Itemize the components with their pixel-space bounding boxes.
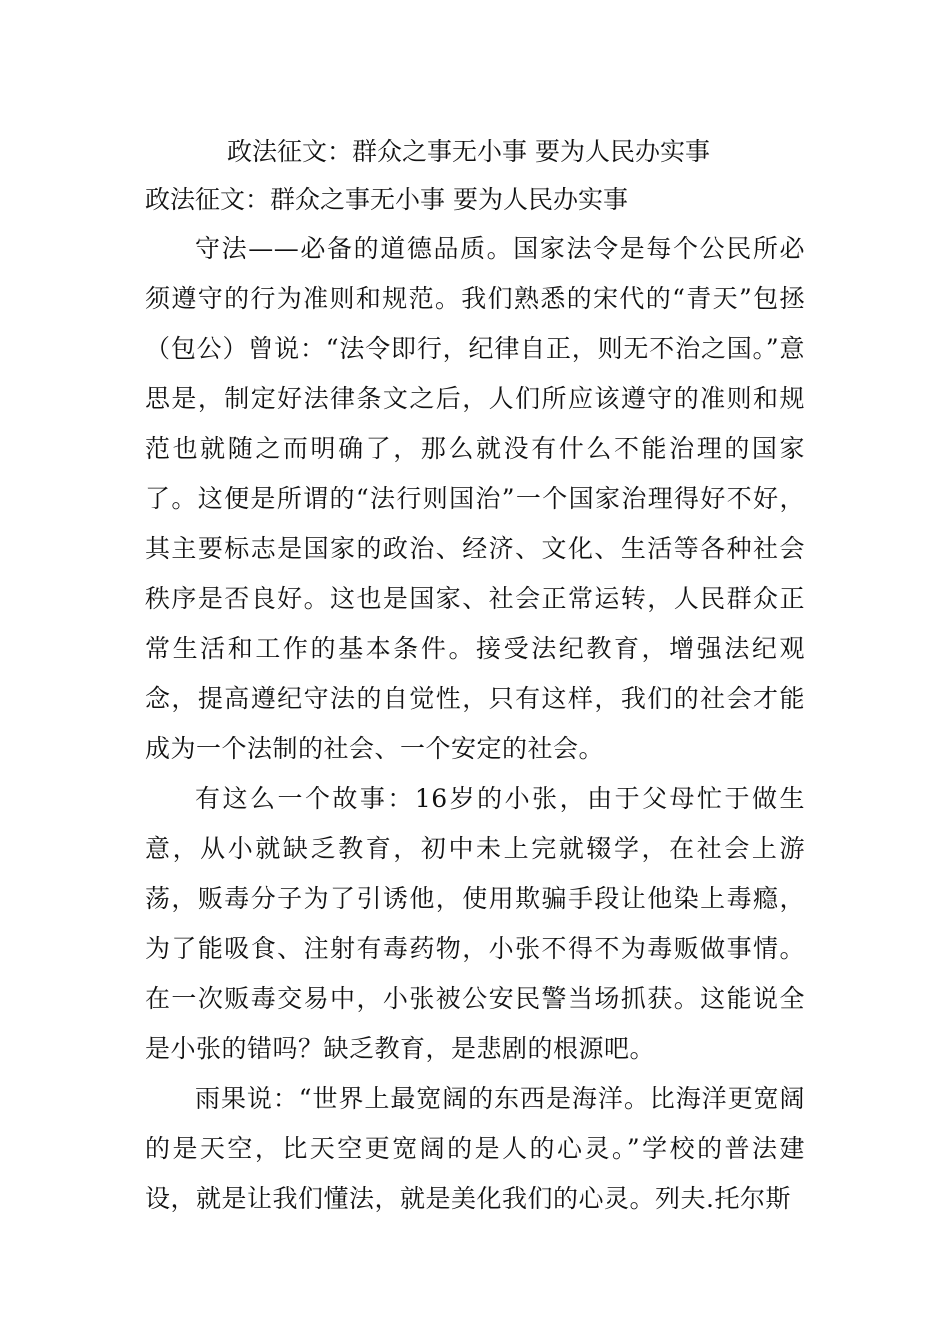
document-body [145,128,805,1224]
document-title: 政法征文：群众之事无小事 要为人民办实事 [227,137,710,166]
paragraph-story: 有这么一个故事：16岁的小张，由于父母忙于做生意，从小就缺乏教育，初中未上完就辍学，在社会上游荡，贩毒分子为了引诱他，使用欺骗手段让他染上毒瘾，为了能吸食、注射有毒药物，小张不得不为毒贩做事情。在一次贩毒交易中，小张被公安民警当场抓获。这能说全是小张的错吗？缺乏教育，是悲剧的根源吧。 [145,784,805,1063]
paragraph-law-abiding: 守法——必备的道德品质。国家法令是每个公民所必须遵守的行为准则和规范。我们熟悉的宋代的“青天”包拯（包公）曾说：“法令即行，纪律自正，则无不治之国。”意思是，制定好法律条文之后，人们所应该遵守的准则和规范也就随之而明确了，那么就没有什么不能治理的国家了。这便是所谓的“法行则国治”一个国家治理得好不好，其主要标志是国家的政治、经济、文化、生活等各种社会秩序是否良好。这也是国家、社会正常运转，人民群众正常生活和工作的基本条件。接受法纪教育，增强法纪观念，提高遵纪守法的自觉性，只有这样，我们的社会才能成为一个法制的社会、一个安定的社会。 [145,234,805,763]
document-subtitle: 政法征文：群众之事无小事 要为人民办实事 [145,185,628,214]
paragraph-hugo-quote: 雨果说：“世界上最宽阔的东西是海洋。比海洋更宽阔的是天空，比天空更宽阔的是人的心灵。”学校的普法建设，就是让我们懂法，就是美化我们的心灵。列夫.托尔斯 [145,1084,805,1213]
